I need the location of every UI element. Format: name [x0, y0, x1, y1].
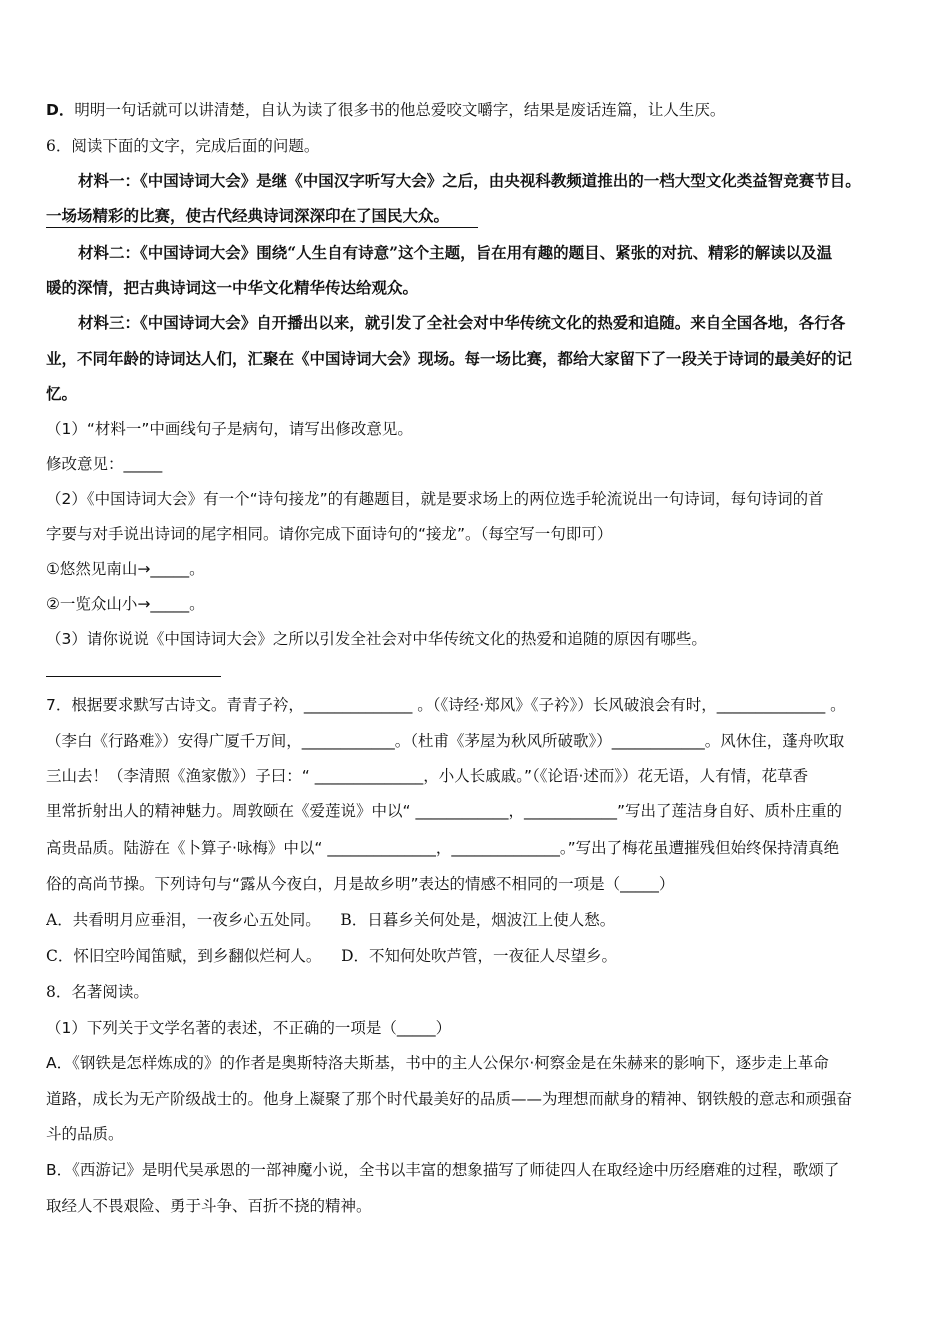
- question-8-title: 8．名著阅读。: [46, 983, 149, 1001]
- question-6-2-line-1: （2）《中国诗词大会》有一个“诗句接龙”的有趣题目，就是要求场上的两位选手轮流说出一句诗词，每句诗词的首: [46, 490, 824, 508]
- option-d: [46, 99, 906, 121]
- answer-line: [46, 676, 221, 677]
- material-2-line-2: 暖的深情，把古典诗词这一中华文化精华传达给观众。: [46, 278, 419, 297]
- material-3-line-3: 忆。: [46, 384, 78, 403]
- question-7-line-4: 里常折射出人的精神魅力。周敦颐在《爱莲说》中以“ ____________，____________”写出了莲洁身自好、质朴庄重的: [46, 802, 842, 820]
- material-3-line-1: 材料三：《中国诗词大会》自开播出以来，就引发了全社会对中华传统文化的热爱和追随。来自全国各地，各行各: [78, 313, 846, 332]
- question-7-line-1: 7．根据要求默写古诗文。青青子衿，______________ 。（《诗经·郑风》《子衿》）长风破浪会有时，______________ 。: [46, 696, 846, 714]
- question-7-options-ab: A．共看明月应垂泪，一夜乡心五处同。 B．日暮乡关何处是，烟波江上使人愁。: [46, 911, 616, 929]
- question-6-1: （1）“材料一”中画线句子是病句，请写出修改意见。: [46, 420, 413, 438]
- question-7-options-cd: C．怀旧空吟闻笛赋，到乡翻似烂柯人。 D．不知何处吹芦管，一夜征人尽望乡。: [46, 947, 617, 965]
- option-d-label: D．: [46, 101, 75, 119]
- question-8-option-a-line-2: 道路，成长为无产阶级战士的。他身上凝聚了那个时代最美好的品质——为理想而献身的精神、钢铁般的意志和顽强奋: [46, 1090, 853, 1108]
- question-8-1: （1）下列关于文学名著的表述，不正确的一项是（_____）: [46, 1019, 452, 1037]
- question-8-option-b-line-2: 取经人不畏艰险、勇于斗争、百折不挠的精神。: [46, 1197, 372, 1215]
- question-6-3: （3）请你说说《中国诗词大会》之所以引发全社会对中华传统文化的热爱和追随的原因有哪些。: [46, 630, 707, 648]
- underline-mark: [46, 227, 478, 228]
- material-1-underlined-sentence: 一场场精彩的比赛，使古代经典诗词深深印在了国民大众。: [46, 206, 450, 225]
- question-7-line-3: 三山去！（李清照《渔家傲》）子曰：“ ______________，小人长戚戚。”（《论语·述而》）花无语，人有情，花草香: [46, 767, 809, 785]
- question-8-option-b-line-1: B．《西游记》是明代吴承恩的一部神魔小说，全书以丰富的想象描写了师徒四人在取经途中历经磨难的过程，歌颂了: [46, 1161, 840, 1179]
- question-6-2-item-1: ①悠然见南山→_____。: [46, 560, 205, 578]
- question-8-option-a-line-3: 斗的品质。: [46, 1125, 124, 1143]
- question-7-line-6: 俗的高尚节操。下列诗句与“露从今夜白，月是故乡明”表达的情感不相同的一项是（_____）: [46, 875, 675, 893]
- question-7-line-2: （李白《行路难》）安得广厦千万间，____________。（杜甫《茅屋为秋风所破歌》）____________。风休住，蓬舟吹取: [46, 732, 845, 750]
- material-1-line-1: 材料一：《中国诗词大会》是继《中国汉字听写大会》之后，由央视科教频道推出的一档大型文化类益智竞赛节目。: [78, 171, 861, 190]
- question-6-title: 6．阅读下面的文字，完成后面的问题。: [46, 137, 320, 155]
- question-6-2-item-2: ②一览众山小→_____。: [46, 595, 205, 613]
- question-8-option-a-line-1: A．《钢铁是怎样炼成的》的作者是奥斯特洛夫斯基，书中的主人公保尔·柯察金是在朱赫来的影响下，逐步走上革命: [46, 1054, 829, 1072]
- question-6-1-answer: 修改意见：_____: [46, 455, 163, 473]
- question-7-line-5: 高贵品质。陆游在《卜算子·咏梅》中以“ ______________，______________。”写出了梅花虽遭摧残但始终保持清真绝: [46, 839, 840, 857]
- material-3-line-2: 业，不同年龄的诗词达人们，汇聚在《中国诗词大会》现场。每一场比赛，都给大家留下了一段关于诗词的最美好的记: [46, 349, 853, 368]
- material-2-line-1: 材料二：《中国诗词大会》围绕“人生自有诗意”这个主题，旨在用有趣的题目、紧张的对抗、精彩的解读以及温: [78, 243, 833, 262]
- option-d-text: 明明一句话就可以讲清楚，自认为读了很多书的他总爱咬文嚼字，结果是废话连篇，让人生厌。: [74, 101, 726, 119]
- question-6-2-line-2: 字要与对手说出诗词的尾字相同。请你完成下面诗句的“接龙”。（每空写一句即可）: [46, 525, 613, 543]
